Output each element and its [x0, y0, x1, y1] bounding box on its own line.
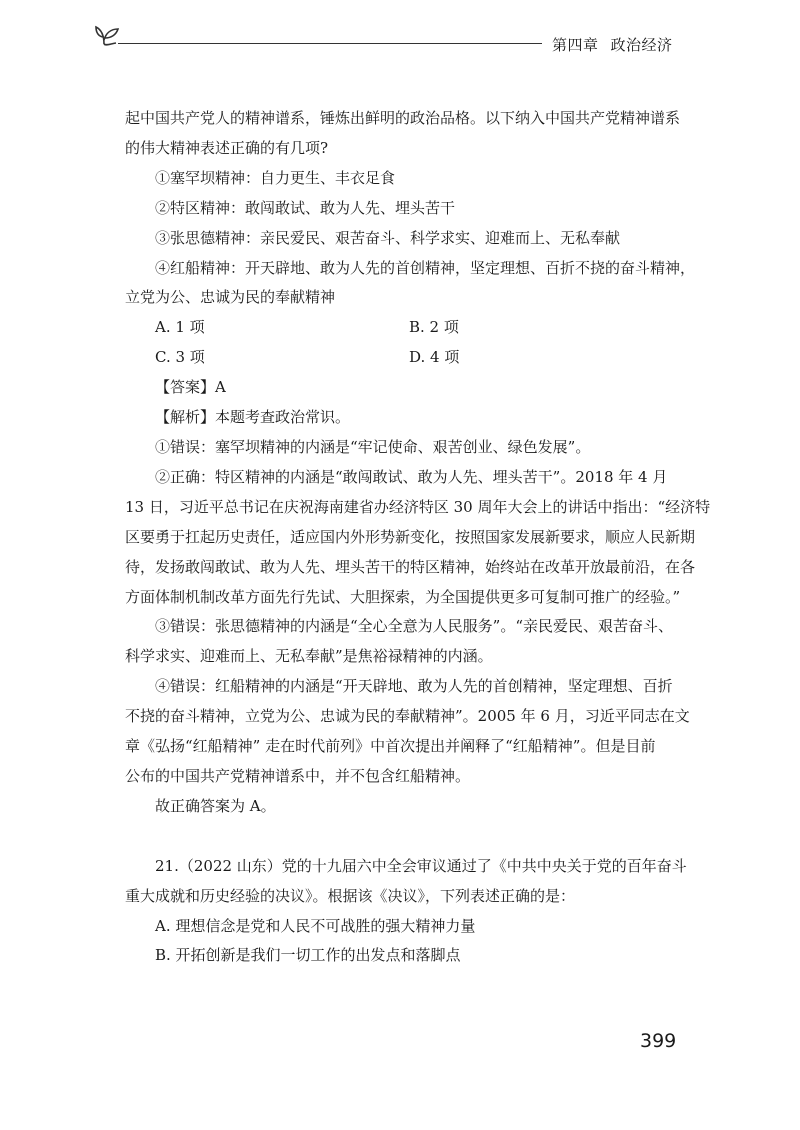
- q20-explain-4-line-2: 不挠的奋斗精神，立党为公、忠诚为民的奉献精神”。2005 年 6 月，习近平同志在文: [125, 707, 690, 726]
- q21-stem-line-2: 重大成就和历史经验的决议》。根据该《决议》，下列表述正确的是：: [125, 886, 576, 905]
- q20-stem-line-1: 起中国共产党人的精神谱系，锤炼出鲜明的政治品格。以下纳入中国共产党精神谱系: [125, 109, 681, 127]
- q20-item-4-line-2: 立党为公、忠诚为民的奉献精神: [125, 288, 336, 307]
- page-body: [125, 104, 711, 971]
- q20-options-row-1: [125, 313, 690, 343]
- header-rule: [118, 43, 542, 44]
- q20-explain-4-line-1: ④错误：红船精神的内涵是“开天辟地、敢为人先的首创精神，坚定理想、百折: [155, 677, 673, 696]
- answer-label: 【答案】: [155, 378, 216, 397]
- q20-options-row-2: [125, 343, 690, 373]
- q20-explain-4-line-3: 章《弘扬“红船精神” 走在时代前列》中首次提出并阐释了“红船精神”。但是目前: [125, 737, 656, 756]
- q20-explain-3-line-1: ③错误：张思德精神的内涵是“全心全意为人民服务”。“亲民爱民、艰苦奋斗、: [155, 617, 674, 636]
- q20-stem-line-2: 的伟大精神表述正确的有几项?: [125, 138, 329, 157]
- q20-option-c: C. 3 项: [155, 348, 205, 367]
- analysis-text: 本题考查政治常识。: [215, 408, 351, 427]
- q20-answer: [125, 373, 690, 403]
- q20-explain-2-line-1: ②正确：特区精神的内涵是“敢闯敢试、敢为人先、埋头苦干”。2018 年 4 月: [155, 467, 668, 486]
- q20-explain-2-line-5: 方面体制机制改革方面先行先试、大胆探索，为全国提供更多可复制可推广的经验。”: [125, 587, 681, 606]
- answer-value: A: [215, 378, 226, 397]
- page-header: [0, 0, 800, 70]
- chapter-number: 第四章: [552, 36, 599, 54]
- q20-conclusion: 故正确答案为 A。: [155, 796, 276, 815]
- sprout-icon: [92, 20, 122, 50]
- q20-option-d: D. 4 项: [409, 348, 460, 367]
- chapter-title: 政治经济: [610, 36, 673, 54]
- q20-explain-1: ①错误：塞罕坝精神的内涵是“牢记使命、艰苦创业、绿色发展”。: [155, 437, 591, 456]
- q20-explain-2-line-3: 区要勇于扛起历史责任，适应国内外形势新变化，按照国家发展新要求，顺应人民新期: [125, 527, 696, 546]
- q20-explain-3-line-2: 科学求实、迎难而上、无私奉献”是焦裕禄精神的内涵。: [125, 647, 493, 666]
- q20-item-3: ③张思德精神：亲民爱民、艰苦奋斗、科学求实、迎难而上、无私奉献: [155, 228, 621, 247]
- q20-analysis: [125, 403, 690, 433]
- analysis-label: 【解析】: [155, 408, 216, 427]
- q20-option-a: A. 1 项: [155, 318, 205, 337]
- q20-item-4-line-1: ④红船精神：开天辟地、敢为人先的首创精神，坚定理想、百折不挠的奋斗精神，: [155, 258, 696, 277]
- page-number: 399: [640, 1030, 677, 1052]
- spacer: [125, 822, 690, 852]
- q20-option-b: B. 2 项: [409, 318, 459, 337]
- q20-explain-4-line-4: 公布的中国共产党精神谱系中，并不包含红船精神。: [125, 766, 471, 785]
- q20-explain-2-line-2: 13 日，习近平总书记在庆祝海南建省办经济特区 30 周年大会上的讲话中指出：“经济特: [125, 497, 711, 516]
- q21-option-b: B. 开拓创新是我们一切工作的出发点和落脚点: [155, 946, 461, 965]
- q20-explain-2-line-4: 待，发扬敢闯敢试、敢为人先、埋头苦干的特区精神，始终站在改革开放最前沿，在各: [125, 557, 696, 576]
- chapter-heading: [552, 34, 673, 55]
- q20-item-2: ②特区精神：敢闯敢试、敢为人先、埋头苦干: [155, 198, 456, 217]
- q21-option-a: A. 理想信念是党和人民不可战胜的强大精神力量: [155, 916, 476, 935]
- q20-item-1: ①塞罕坝精神：自力更生、丰衣足食: [155, 168, 396, 187]
- q21-stem-line-1: 21.（2022 山东）党的十九届六中全会审议通过了《中共中央关于党的百年奋斗: [155, 856, 687, 875]
